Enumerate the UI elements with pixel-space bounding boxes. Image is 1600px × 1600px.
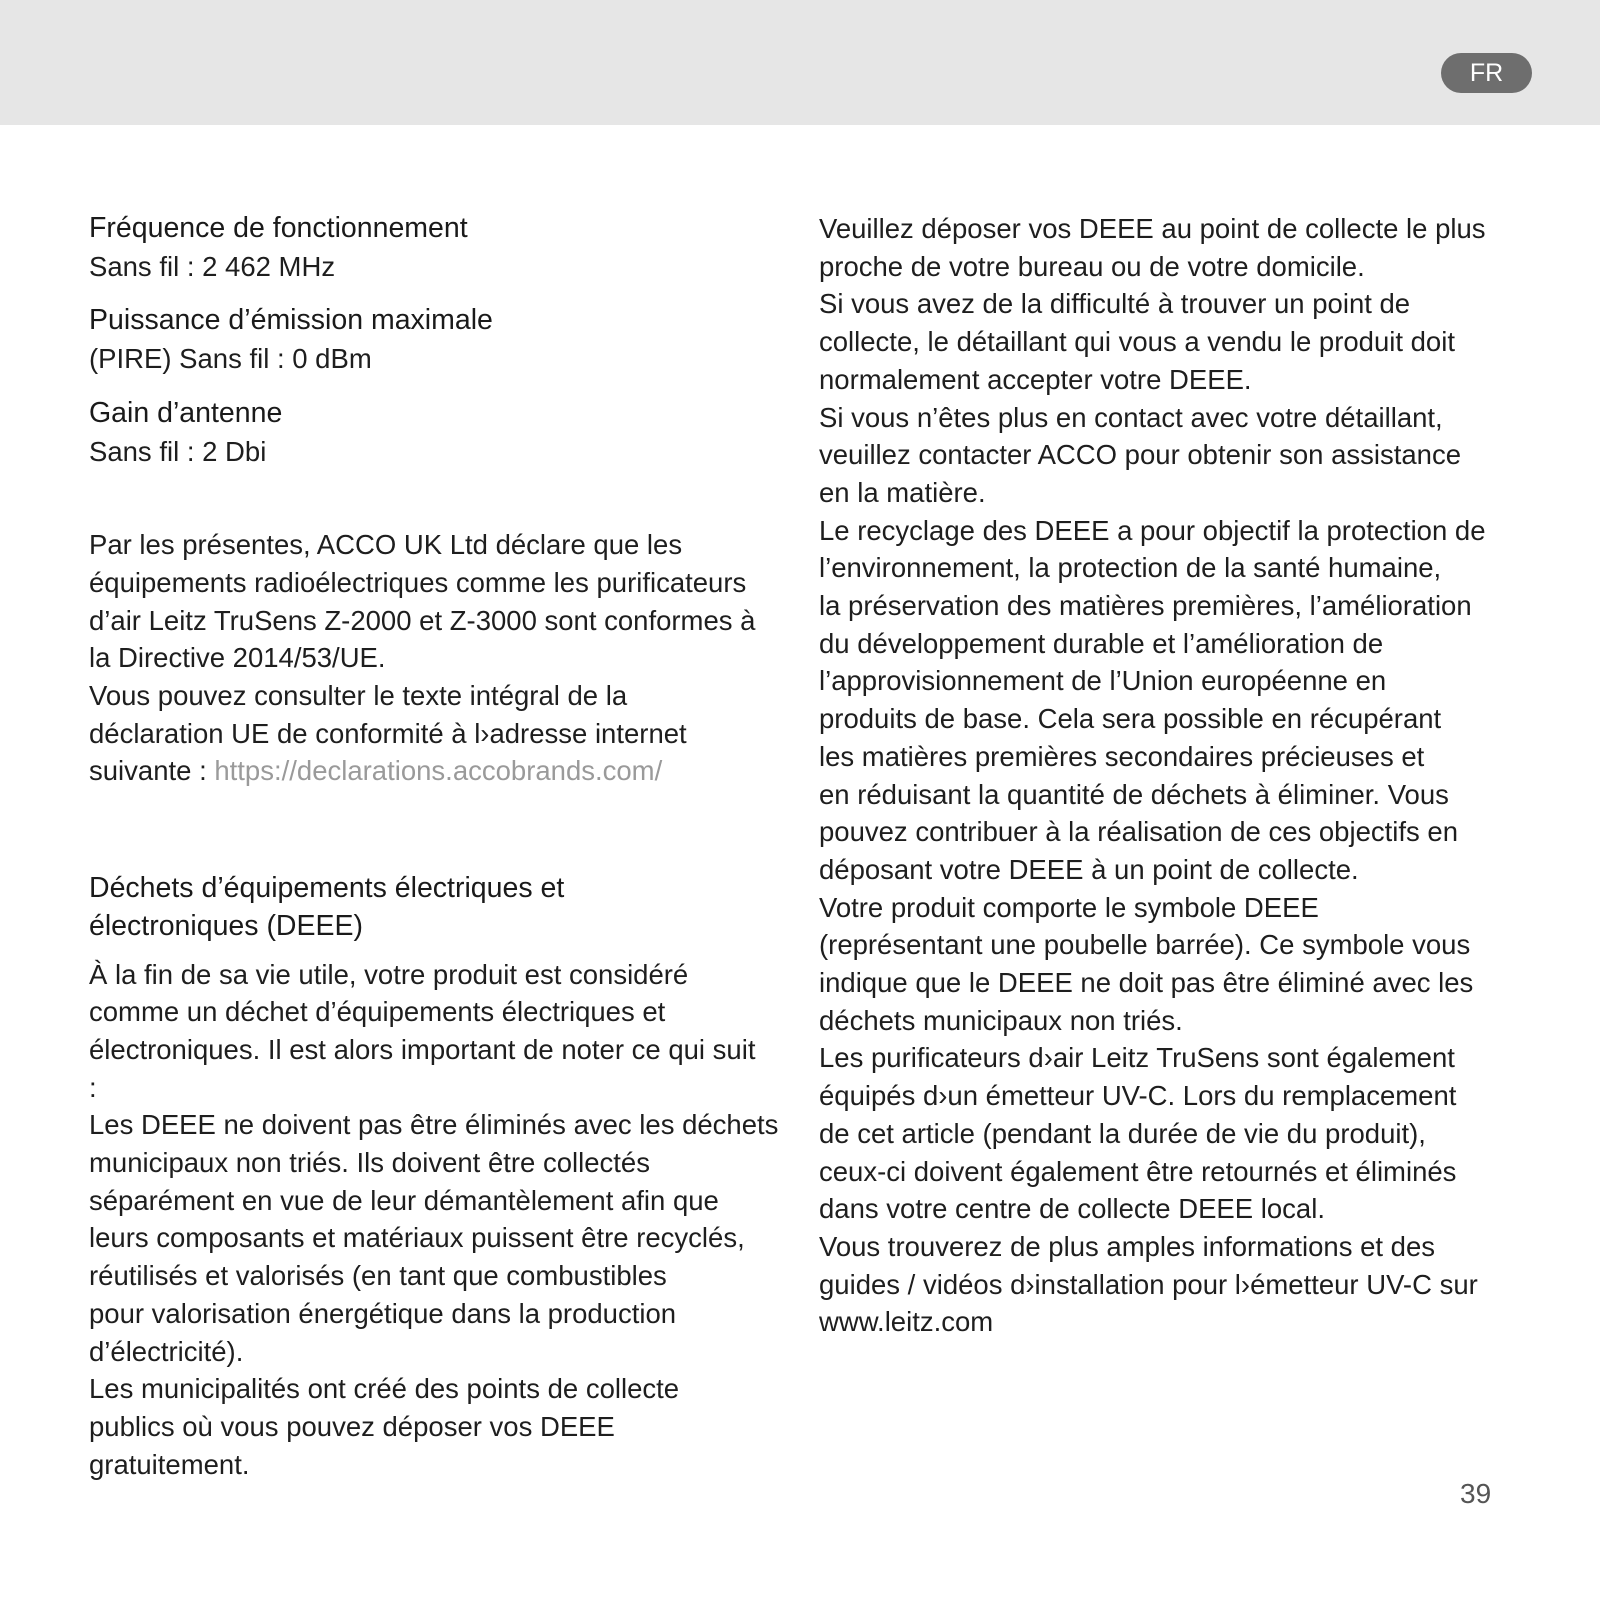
section-title-line: Déchets d’équipements électriques et — [89, 872, 565, 905]
body-line: proche de votre bureau ou de votre domicile. — [819, 250, 1365, 282]
weee-line: leurs composants et matériaux puissent être recyclés, — [89, 1222, 745, 1254]
language-badge: FR — [1441, 53, 1532, 93]
weee-paragraph — [89, 956, 789, 1484]
body-line: guides / vidéos d›installation pour l›émetteur UV-C sur — [819, 1268, 1478, 1300]
body-line: produits de base. Cela sera possible en récupérant — [819, 703, 1442, 735]
spec-max-power — [89, 302, 789, 377]
declaration-link[interactable]: https://declarations.accobrands.com/ — [214, 755, 663, 787]
header-band — [0, 0, 1600, 125]
body-line: la préservation des matières premières, l’amélioration — [819, 590, 1472, 622]
weee-line: À la fin de sa vie utile, votre produit est considéré — [89, 958, 689, 990]
body-line: www.leitz.com — [819, 1306, 994, 1338]
spec-value: (PIRE) Sans fil : 0 dBm — [89, 343, 372, 375]
body-line: Votre produit comporte le symbole DEEE — [819, 891, 1319, 923]
body-line: veuillez contacter ACCO pour obtenir son assistance — [819, 439, 1461, 471]
body-line: Le recyclage des DEEE a pour objectif la protection de — [819, 514, 1486, 546]
weee-line: publics où vous pouvez déposer vos DEEE — [89, 1410, 615, 1442]
weee-line: d’électricité). — [89, 1335, 244, 1367]
declaration-line — [89, 752, 789, 790]
page-number: 39 — [1460, 1478, 1492, 1509]
weee-line: municipaux non triés. Ils doivent être collectés — [89, 1147, 650, 1179]
declaration-line: la Directive 2014/53/UE. — [89, 642, 386, 674]
spec-value: Sans fil : 2 462 MHz — [89, 250, 336, 282]
declaration-line: Vous pouvez consulter le texte intégral de la — [89, 680, 628, 712]
body-line: normalement accepter votre DEEE. — [819, 363, 1252, 395]
body-line: en la matière. — [819, 476, 986, 508]
right-column — [819, 210, 1519, 1341]
body-line: déposant votre DEEE à un point de collecte. — [819, 853, 1359, 885]
body-line: équipés d›un émetteur UV-C. Lors du remplacement — [819, 1080, 1457, 1112]
body-line: (représentant une poubelle barrée). Ce symbole vous — [819, 929, 1471, 961]
weee-line: réutilisés et valorisés (en tant que combustibles — [89, 1260, 667, 1292]
spec-antenna-gain — [89, 395, 789, 470]
weee-line: comme un déchet d’équipements électriques et — [89, 996, 666, 1028]
body-line: les matières premières secondaires précieuses et — [819, 740, 1425, 772]
body-line: dans votre centre de collecte DEEE local. — [819, 1193, 1325, 1225]
body-line: ceux-ci doivent également être retournés et éliminés — [819, 1155, 1457, 1187]
declaration-line: déclaration UE de conformité à l›adresse internet — [89, 717, 687, 749]
spec-title: Gain d’antenne — [89, 396, 283, 429]
body-line: pouvez contribuer à la réalisation de ces objectifs en — [819, 816, 1458, 848]
body-line: Les purificateurs d›air Leitz TruSens sont également — [819, 1042, 1455, 1074]
body-line: indique que le DEEE ne doit pas être éliminé avec les — [819, 967, 1474, 999]
section-title-line: électroniques (DEEE) — [89, 909, 364, 942]
weee-line: Les municipalités ont créé des points de collecte — [89, 1373, 680, 1405]
weee-section-title — [89, 870, 789, 945]
declaration-paragraph — [89, 526, 789, 790]
declaration-line: équipements radioélectriques comme les purificateurs — [89, 566, 747, 598]
body-line: en réduisant la quantité de déchets à éliminer. Vous — [819, 778, 1449, 810]
weee-line: séparément en vue de leur démantèlement afin que — [89, 1184, 719, 1216]
declaration-line-prefix: suivante : — [89, 755, 215, 787]
spec-title: Fréquence de fonctionnement — [89, 212, 468, 244]
weee-line: Les DEEE ne doivent pas être éliminés avec les déchets — [89, 1109, 779, 1141]
spec-title: Puissance d’émission maximale — [89, 304, 493, 337]
body-line: Si vous n’êtes plus en contact avec votre détaillant, — [819, 401, 1443, 433]
spec-value: Sans fil : 2 Dbi — [89, 435, 267, 467]
weee-line: gratuitement. — [89, 1448, 250, 1480]
declaration-line: d’air Leitz TruSens Z-2000 et Z-3000 sont conformes à — [89, 604, 756, 636]
left-column — [89, 210, 789, 1483]
body-line: collecte, le détaillant qui vous a vendu le produit doit — [819, 326, 1455, 358]
body-line: Vous trouverez de plus amples informations et des — [819, 1230, 1436, 1262]
body-line: déchets municipaux non triés. — [819, 1004, 1183, 1036]
body-line: l’environnement, la protection de la santé humaine, — [819, 552, 1442, 584]
weee-line: pour valorisation énergétique dans la production — [89, 1297, 677, 1329]
body-line: l’approvisionnement de l’Union européenne en — [819, 665, 1387, 697]
body-line: Si vous avez de la difficulté à trouver un point de — [819, 288, 1411, 320]
body-line: du développement durable et l’amélioration de — [819, 627, 1384, 659]
weee-line: électroniques. Il est alors important de noter ce qui suit — [89, 1033, 756, 1065]
weee-line: : — [89, 1071, 97, 1103]
declaration-line: Par les présentes, ACCO UK Ltd déclare que les — [89, 529, 683, 561]
body-line: Veuillez déposer vos DEEE au point de collecte le plus — [819, 213, 1486, 244]
spec-frequency — [89, 210, 789, 285]
body-line: de cet article (pendant la durée de vie du produit), — [819, 1117, 1426, 1149]
